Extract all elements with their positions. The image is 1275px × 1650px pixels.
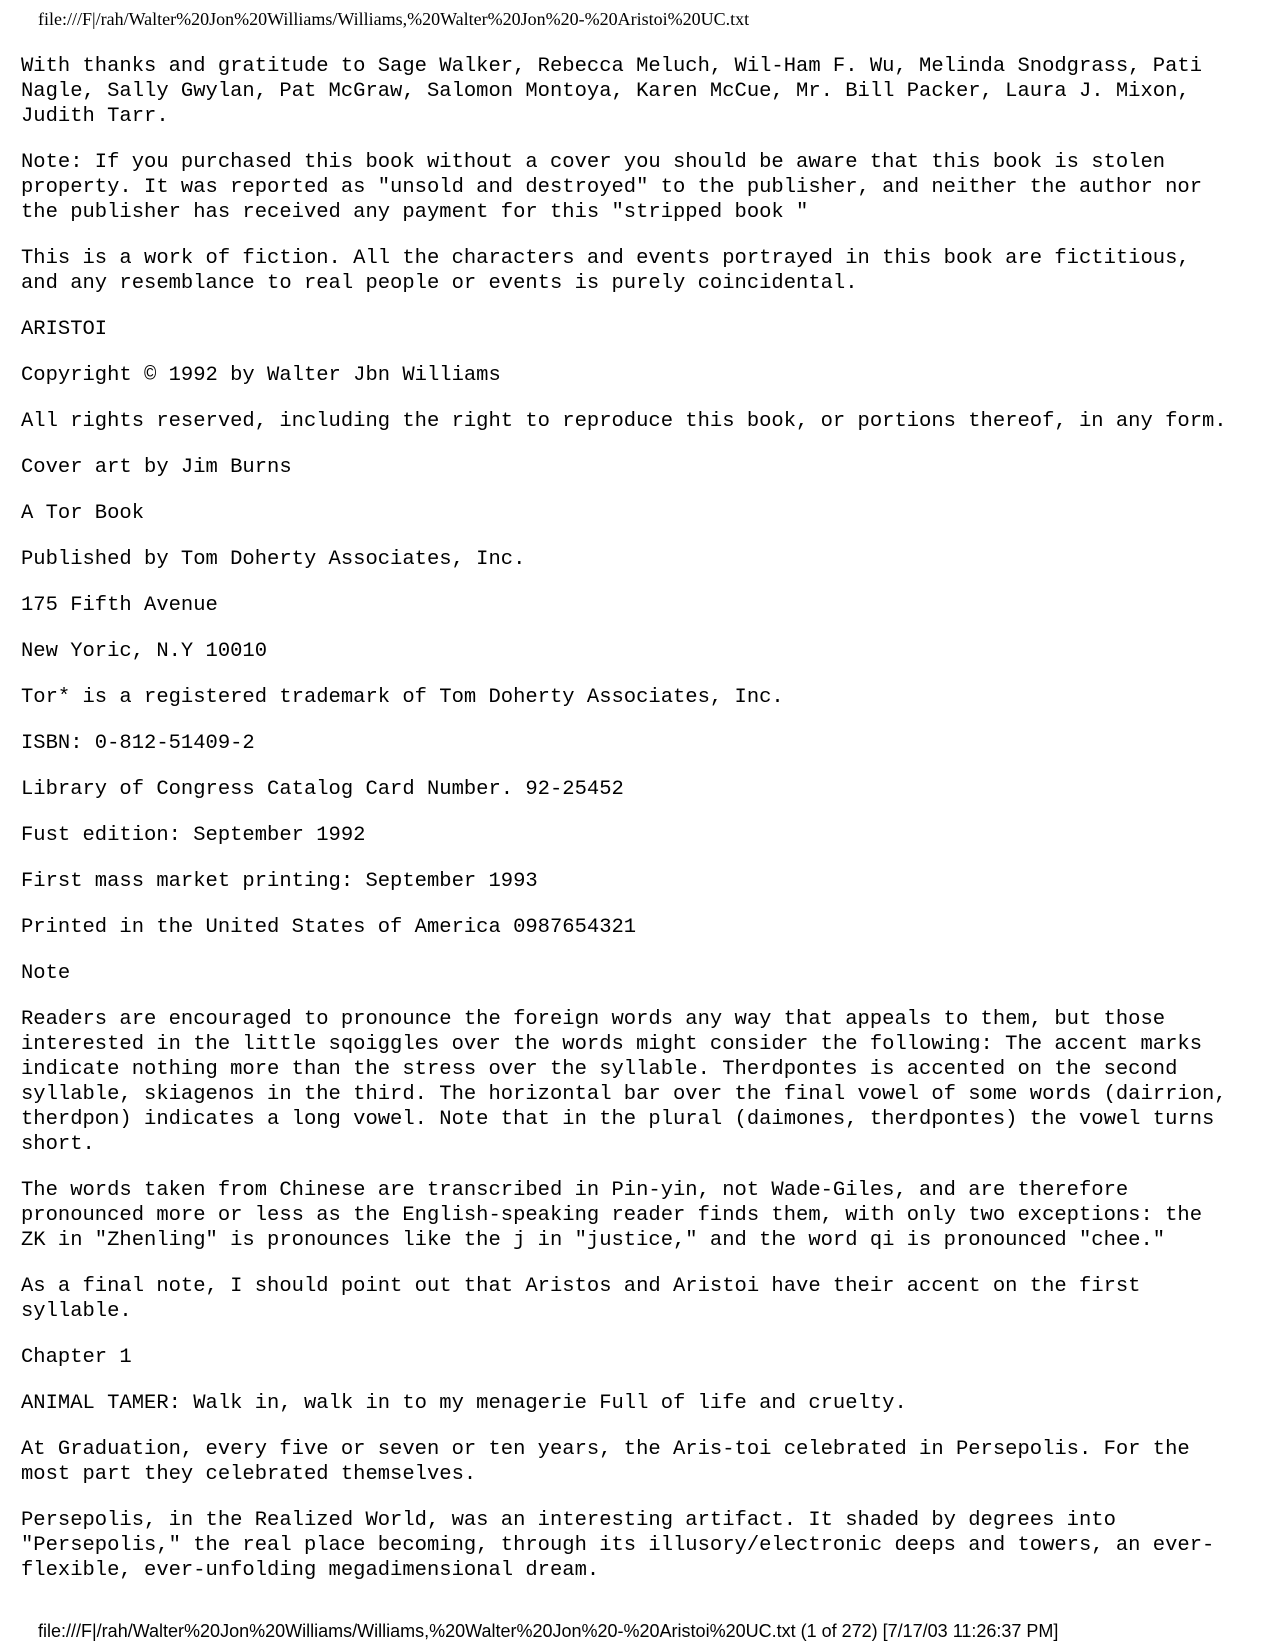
page-header-url: file:///F|/rah/Walter%20Jon%20Williams/Williams,%20Walter%20Jon%20-%20Aristoi%20UC.txt xyxy=(38,9,750,29)
publisher-line: Published by Tom Doherty Associates, Inc. xyxy=(21,548,526,571)
cover-art-credit: Cover art by Jim Burns xyxy=(21,456,292,479)
copyright-line: Copyright © 1992 by Walter Jbn Williams xyxy=(21,364,501,387)
note-heading: Note xyxy=(21,962,71,985)
paragraph-persepolis: Persepolis, in the Realized World, was an interesting artifact. It shaded by degrees into "Persepolis," the real place becoming, through its illusory/electronic deeps and towers, an ever- flexible, ever-unfolding megadimensional dream. xyxy=(21,1509,1215,1582)
publisher-street: 175 Fifth Avenue xyxy=(21,594,218,617)
isbn-line: ISBN: 0-812-51409-2 xyxy=(21,732,255,755)
paragraph-pronunciation: Readers are encouraged to pronounce the foreign words any way that appeals to them, but those interested in the little sqoiggles over the words might consider the following: The accent marks indicate nothing more than the stress over the syllable. Therdpontes is accented on the second syllable, skiagenos in the third. The horizontal bar over the final vowel of some words (dairrion, therdpon) indicates a long vowel. Note that in the plural (daimones, therdpontes) the vowel turns short. xyxy=(21,1008,1227,1156)
page-footer-url: file:///F|/rah/Walter%20Jon%20Williams/Williams,%20Walter%20Jon%20-%20Aristoi%20UC.txt (1 of 272) [7/17/03 11:26:37 PM] xyxy=(38,1621,1059,1641)
document-body xyxy=(21,54,1261,1604)
trademark-line: Tor* is a registered trademark of Tom Doherty Associates, Inc. xyxy=(21,686,784,709)
publisher-city: New Yoric, N.Y 10010 xyxy=(21,640,268,663)
epigraph: ANIMAL TAMER: Walk in, walk in to my menagerie Full of life and cruelty. xyxy=(21,1392,907,1415)
loc-catalog-line: Library of Congress Catalog Card Number. 92-25452 xyxy=(21,778,624,801)
imprint-line: A Tor Book xyxy=(21,502,145,525)
chapter-heading: Chapter 1 xyxy=(21,1346,132,1369)
paragraph-graduation: At Graduation, every five or seven or ten years, the Aris-toi celebrated in Persepolis. For the most part they celebrated themselves. xyxy=(21,1438,1190,1486)
paragraph-chinese-words: The words taken from Chinese are transcribed in Pin-yin, not Wade-Giles, and are therefore pronounced more or less as the English-speaking reader finds them, with only two exceptions: the ZK in "Zhenling" is pronounces like the j in "justice," and the word qi is pronounced "chee." xyxy=(21,1179,1202,1252)
mass-market-line: First mass market printing: September 1993 xyxy=(21,870,538,893)
rights-reserved-line: All rights reserved, including the right to reproduce this book, or portions thereof, in any form. xyxy=(21,410,1227,433)
paragraph-acknowledgements: With thanks and gratitude to Sage Walker, Rebecca Meluch, Wil-Ham F. Wu, Melinda Snodgrass, Pati Nagle, Sally Gwylan, Pat McGraw, Salomon Montoya, Karen McCue, Mr. Bill Packer, Laura J. Mixon, Judith Tarr. xyxy=(21,55,1202,128)
paragraph-stripped-book-note: Note: If you purchased this book without a cover you should be aware that this book is stolen property. It was reported as "unsold and destroyed" to the publisher, and neither the author nor the publisher has received any payment for this "stripped book " xyxy=(21,151,1202,224)
paragraph-fiction-disclaimer: This is a work of fiction. All the characters and events portrayed in this book are fictitious, and any resemblance to real people or events is purely coincidental. xyxy=(21,247,1190,295)
first-edition-line: Fust edition: September 1992 xyxy=(21,824,366,847)
book-title: ARISTOI xyxy=(21,318,108,341)
printed-in-line: Printed in the United States of America 0987654321 xyxy=(21,916,637,939)
paragraph-final-note: As a final note, I should point out that Aristos and Aristoi have their accent on the first syllable. xyxy=(21,1275,1141,1323)
